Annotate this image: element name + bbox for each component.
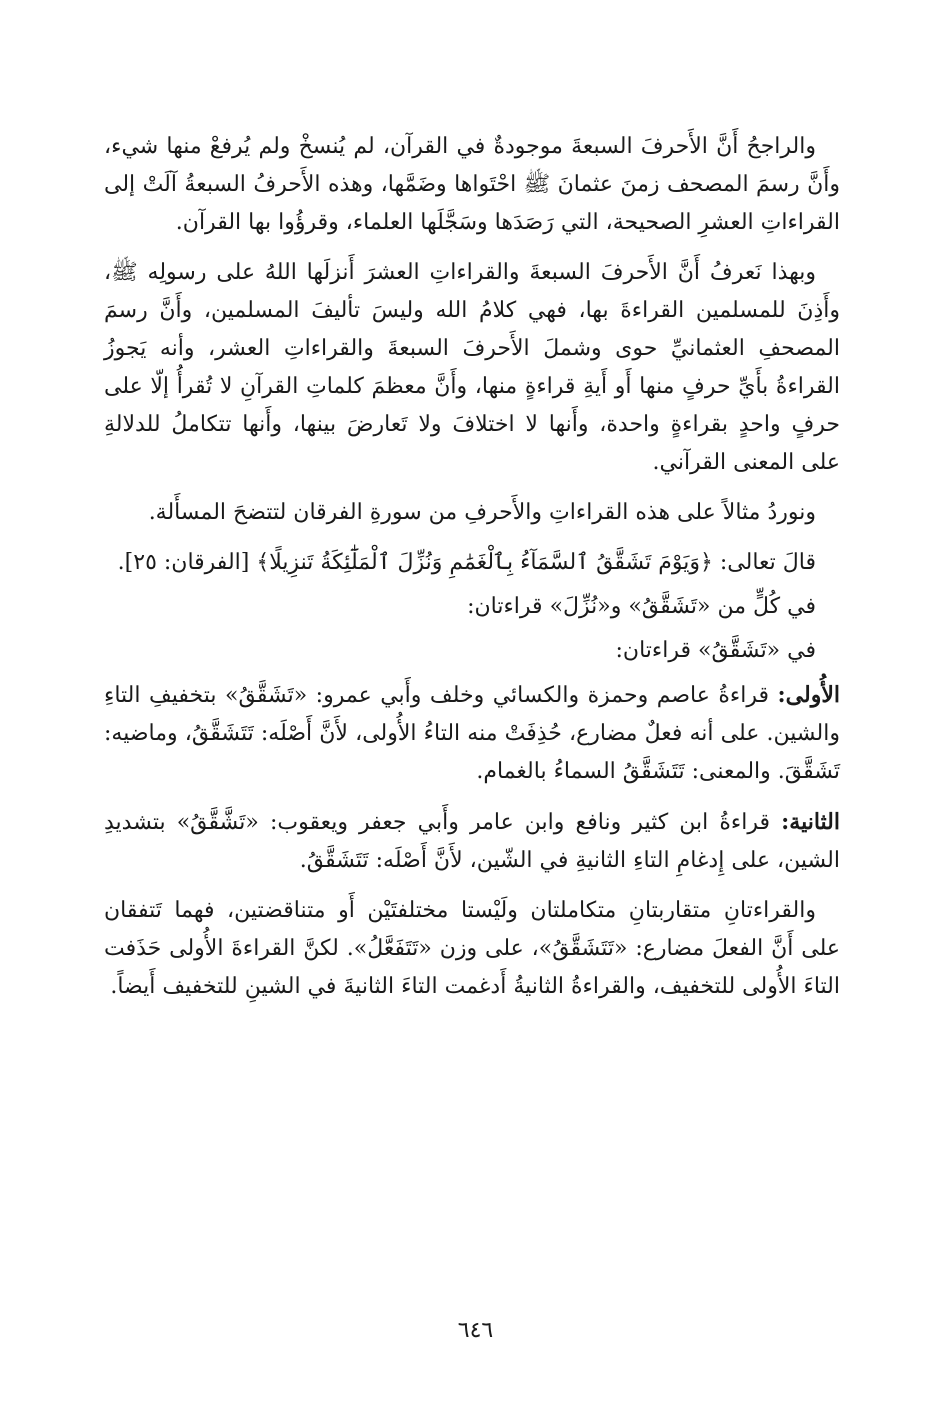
page-number: ٦٤٦ xyxy=(457,1318,494,1343)
paragraph-1: والراجحُ أَنَّ الأَحرفَ السبعةَ موجودةٌ في القرآن، لم يُنسخْ ولم يُرفعْ منها شيء، وأَنَّ رسمَ المصحف زمنَ عثمانَ ﷺ احْتَواها وضَمَّها، وهذه الأَحرفُ السبعةُ آلَتْ إلى القراءاتِ العشرِ الصحيحة، التي رَصَدَها وسَجَّلَها العلماء، وقرؤُوا بها القرآن. xyxy=(104,134,840,235)
second-reading-paragraph xyxy=(104,803,840,880)
first-reading-text: قراءةُ عاصم وحمزة والكسائي وخلف وأَبي عمرو: «تَشَقَّقُ» بتخفيفِ التاءِ والشين. على أنه فعلٌ مضارع، حُذِفَتْ منه التاءُ الأُولى، لأَنَّ أَصْلَه: تَتَشَقَّقُ، وماضيه: تَشَقَّقَ. والمعنى: تَتَشَقَّقُ السماءُ بالغمام. xyxy=(104,683,840,784)
paragraph-5: في كُلٍّ من «تَشَقَّقُ» و«نُزِّلَ» قراءتان: xyxy=(467,594,816,619)
paragraph-3: ونوردُ مثالاً على هذه القراءاتِ والأَحرفِ من سورةِ الفرقان لتتضحَ المسأَلة. xyxy=(148,500,816,525)
second-reading-label: الثانية: xyxy=(781,809,840,835)
page-body xyxy=(104,128,840,1018)
quran-verse-paragraph: قالَ تعالى: ﴿وَيَوْمَ تَشَقَّقُ ٱلسَّمَآءُ بِٱلْغَمَٰمِ وَنُزِّلَ ٱلْمَلَٰٓئِكَةُ تَنزِيلًا﴾ [الفرقان: ٢٥]. xyxy=(117,550,816,575)
first-reading-label: الأُولى: xyxy=(777,682,840,708)
paragraph-9: والقراءتانِ متقاربتانِ متكاملتان ولَيْستا مختلفتَيْن أَو متناقضتين، فهما تَتفقان على أَنَّ الفعلَ مضارع: «تَتَشَقَّقُ»، على وزن «تَتَفَعَّلُ». لكنَّ القراءةَ الأُولى حَذَفت التاءَ الأُولى للتخفيف، والقراءةُ الثانيةُ أَدغمت التاءَ الثانيةَ في الشينِ للتخفيف أَيضاً. xyxy=(104,898,840,999)
second-reading-text: قراءةُ ابن كثير ونافع وابن عامر وأَبي جعفر ويعقوب: «تَشَّقَّقُ» بتشديدِ الشين، على إِدغامِ التاءِ الثانيةِ في الشّين، لأَنَّ أَصْلَه: تَتَشَقَّقُ. xyxy=(104,810,840,873)
paragraph-2: وبهذا نَعرفُ أَنَّ الأَحرفَ السبعةَ والقراءاتِ العشرَ أَنزلَها اللهُ على رسولِه ﷺ، وأَذِنَ للمسلمين القراءةَ بها، فهي كلامُ الله وليسَ تأليفَ المسلمين، وأَنَّ رسمَ المصحفِ العثمانيِّ حوى وشملَ الأَحرفَ السبعةَ والقراءاتِ العشر، وأنه يَجوزُ القراءةُ بأَيِّ حرفٍ منها أَو أَيةِ قراءةٍ منها، وأَنَّ معظمَ كلماتِ القرآنِ لا تُقرأُ إلّا على حرفٍ واحدٍ بقراءةٍ واحدة، وأَنها لا اختلافَ ولا تَعارضَ بينها، وأَنها تتكاملُ للدلالةِ على المعنى القرآني. xyxy=(104,260,840,475)
paragraph-6: في «تَشَقَّقُ» قراءتان: xyxy=(615,638,816,663)
first-reading-paragraph xyxy=(104,676,840,791)
